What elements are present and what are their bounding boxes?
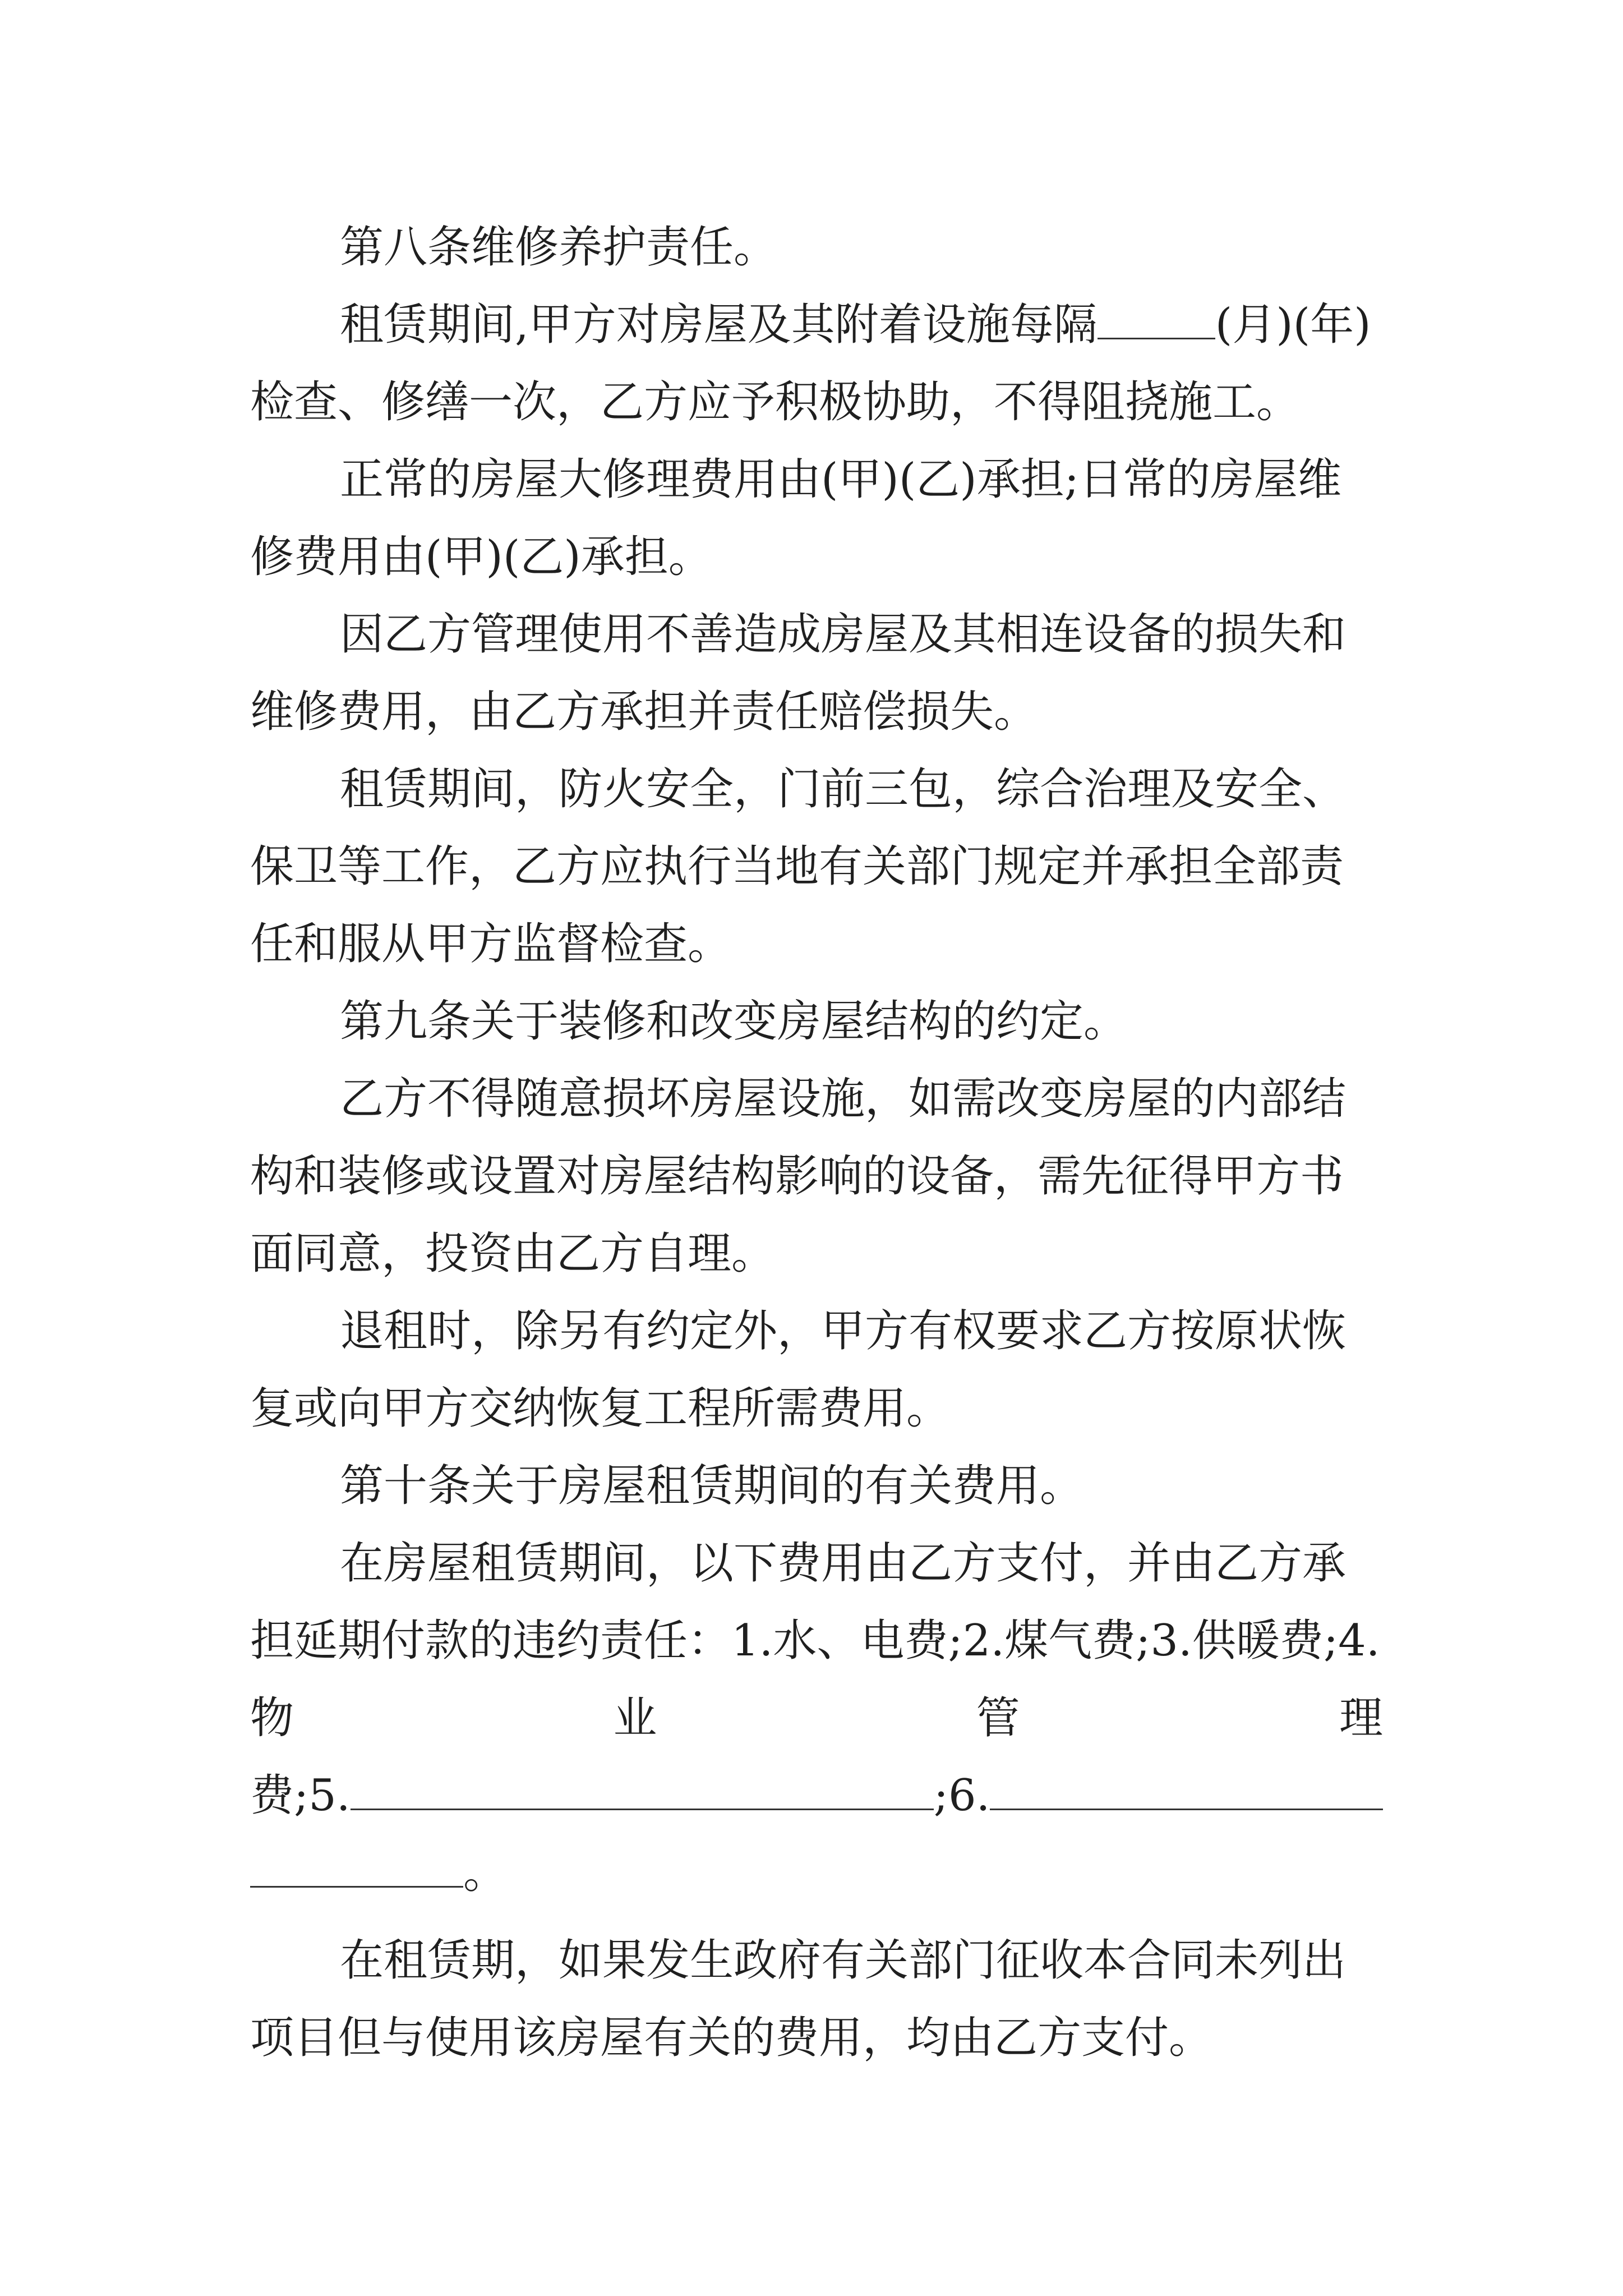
fees-tail-line xyxy=(250,1834,1383,1912)
fees-end-mark: 。 xyxy=(463,1848,508,1898)
paragraph-damage-liability: 因乙方管理使用不善造成房屋及其相连设备的损失和维修费用，由乙方承担并责任赔偿损失。 xyxy=(250,609,1347,737)
fee-5-blank[interactable] xyxy=(351,1768,934,1810)
article-8-heading: 第八条维修养护责任。 xyxy=(340,222,778,273)
article-9-heading: 第九条关于装修和改变房屋结构的约定。 xyxy=(340,996,1128,1047)
inspection-text-c: 检查、修缮一次，乙方应予积极协助，不得阻挠施工。 xyxy=(250,377,1301,427)
fee-5-label: 费;5. xyxy=(250,1770,351,1821)
paragraph-move-out: 退租时，除另有约定外，甲方有权要求乙方按原状恢复或向甲方交纳恢复工程所需费用。 xyxy=(250,1306,1347,1434)
paragraph-safety-duties: 租赁期间，防火安全，门前三包，综合治理及安全、保卫等工作，乙方应执行当地有关部门规定并承担全部责任和服从甲方监督检查。 xyxy=(250,764,1347,969)
spread-char: 业 xyxy=(613,1693,657,1743)
paragraph-repair-costs: 正常的房屋大修理费用由(甲)(乙)承担;日常的房屋维修费用由(甲)(乙)承担。 xyxy=(250,454,1342,582)
fee-6-blank-continued[interactable] xyxy=(250,1846,463,1888)
document-page xyxy=(250,209,1383,2077)
inspection-text-b: (月)(年) xyxy=(1215,300,1371,350)
fees-blank-line xyxy=(250,1757,1383,1834)
paragraph-fees: 在房屋租赁期间，以下费用由乙方支付，并由乙方承担延期付款的违约责任：1.水、电费;2.煤气费;3.供暖费;4. xyxy=(250,1538,1380,1666)
fees-spread-line xyxy=(250,1680,1383,1757)
spread-char: 物 xyxy=(250,1693,294,1743)
spread-char: 理 xyxy=(1339,1693,1383,1743)
paragraph-other-fees: 在租赁期，如果发生政府有关部门征收本合同未列出项目但与使用该房屋有关的费用，均由乙方支付。 xyxy=(250,1935,1347,2063)
spread-char: 管 xyxy=(976,1693,1020,1743)
article-10-heading: 第十条关于房屋租赁期间的有关费用。 xyxy=(340,1461,1084,1511)
paragraph-renovation: 乙方不得随意损坏房屋设施，如需改变房屋的内部结构和装修或设置对房屋结构影响的设备，需先征得甲方书面同意，投资由乙方自理。 xyxy=(250,1074,1347,1279)
fee-6-label: ;6. xyxy=(933,1770,990,1821)
inspection-text-a: 租赁期间,甲方对房屋及其附着设施每隔 xyxy=(340,300,1098,350)
paragraph-inspection xyxy=(250,286,1383,441)
fee-6-blank[interactable] xyxy=(990,1768,1383,1810)
inspection-interval-blank[interactable] xyxy=(1098,297,1215,339)
